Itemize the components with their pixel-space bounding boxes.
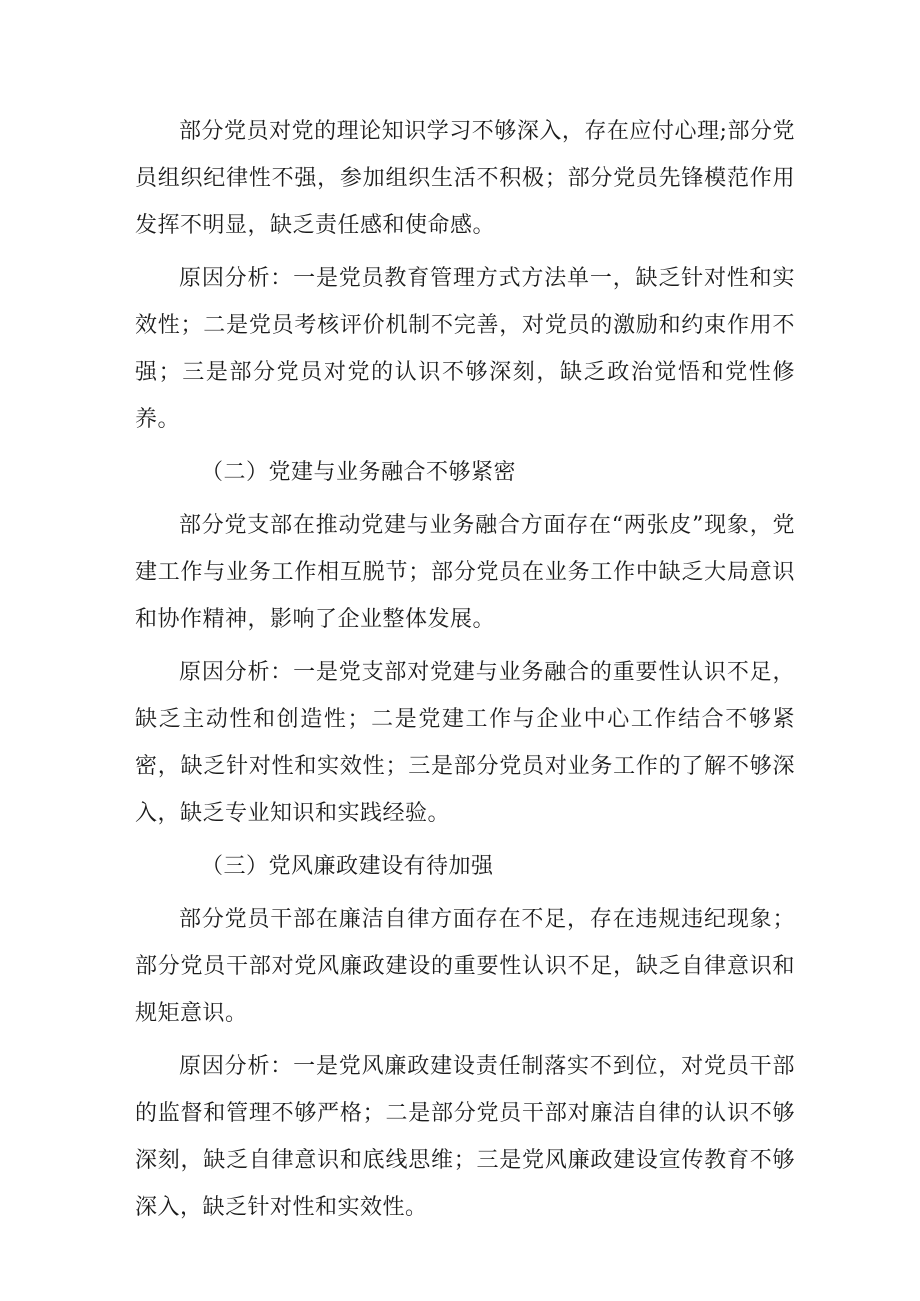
section-heading: （二）党建与业务融合不够紧密 [201,460,517,485]
document-body [135,108,795,1231]
paragraph: 部分党员对党的理论知识学习不够深入，存在应付心理;部分党员组织纪律性不强，参加组织生活不积极；部分党员先锋模范作用发挥不明显，缺乏责任感和使命感。 [135,119,795,238]
paragraph: 原因分析：一是党支部对党建与业务融合的重要性认识不足，缺乏主动性和创造性；二是党建工作与企业中心工作结合不够紧密，缺乏针对性和实效性；三是部分党员对业务工作的了解不够深入，缺乏专业知识和实践经验。 [135,660,795,826]
paragraph: 原因分析：一是党员教育管理方式方法单一，缺乏针对性和实效性；二是党员考核评价机制不完善，对党员的激励和约束作用不强；三是部分党员对党的认识不够深刻，缺乏政治觉悟和党性修养。 [135,266,795,432]
paragraph: 部分党支部在推动党建与业务融合方面存在“两张皮”现象，党建工作与业务工作相互脱节；部分党员在业务工作中缺乏大局意识和协作精神，影响了企业整体发展。 [135,513,795,632]
paragraph: 部分党员干部在廉洁自律方面存在不足，存在违规违纪现象；部分党员干部对党风廉政建设的重要性认识不足，缺乏自律意识和规矩意识。 [135,907,795,1026]
paragraph: 原因分析：一是党风廉政建设责任制落实不到位，对党员干部的监督和管理不够严格；二是部分党员干部对廉洁自律的认识不够深刻，缺乏自律意识和底线思维；三是党风廉政建设宣传教育不够深入，缺乏针对性和实效性。 [135,1054,795,1220]
section-heading: （三）党风廉政建设有待加强 [201,854,494,879]
